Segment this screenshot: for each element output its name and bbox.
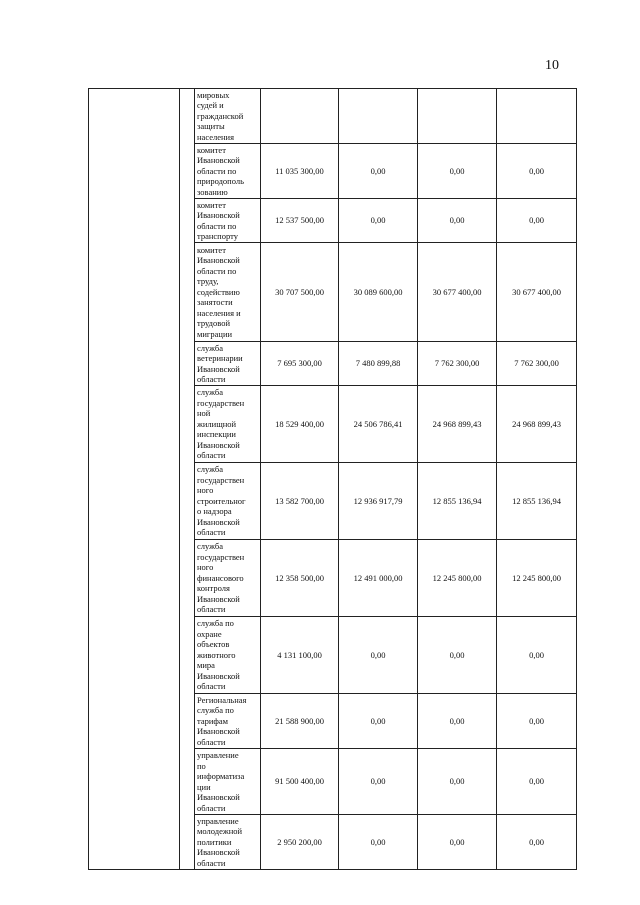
amount-cell: 30 707 500,00: [261, 243, 339, 342]
amount-cell: 0,00: [497, 694, 577, 749]
amount-cell: 0,00: [418, 815, 497, 870]
amount-cell: 12 245 800,00: [497, 540, 577, 617]
amount-cell: 0,00: [339, 144, 418, 199]
amount-cell: 24 968 899,43: [418, 386, 497, 463]
amount-cell: 0,00: [339, 694, 418, 749]
amount-cell: 21 588 900,00: [261, 694, 339, 749]
budget-table: [88, 88, 577, 870]
amount-cell: [261, 89, 339, 144]
amount-cell: 0,00: [418, 694, 497, 749]
amount-cell: [497, 89, 577, 144]
agency-name-cell: служба по охране объектов животного мира Ивановской области: [195, 617, 261, 694]
amount-cell: 12 245 800,00: [418, 540, 497, 617]
amount-cell: 2 950 200,00: [261, 815, 339, 870]
amount-cell: 12 936 917,79: [339, 463, 418, 540]
agency-name-cell: служба государствен ной жилищной инспекции Ивановской области: [195, 386, 261, 463]
amount-cell: 7 762 300,00: [497, 342, 577, 386]
amount-cell: 0,00: [339, 815, 418, 870]
amount-cell: 0,00: [497, 815, 577, 870]
page-number: 10: [545, 58, 559, 73]
amount-cell: 0,00: [418, 749, 497, 815]
amount-cell: 12 491 000,00: [339, 540, 418, 617]
amount-cell: 12 855 136,94: [497, 463, 577, 540]
amount-cell: 0,00: [339, 199, 418, 243]
agency-name-cell: Региональная служба по тарифам Ивановской области: [195, 694, 261, 749]
amount-cell: 91 500 400,00: [261, 749, 339, 815]
amount-cell: 0,00: [418, 199, 497, 243]
amount-cell: 24 506 786,41: [339, 386, 418, 463]
amount-cell: 7 695 300,00: [261, 342, 339, 386]
agency-name-cell: служба государствен ного строительног о надзора Ивановской области: [195, 463, 261, 540]
amount-cell: 18 529 400,00: [261, 386, 339, 463]
amount-cell: 0,00: [418, 144, 497, 199]
amount-cell: 0,00: [497, 617, 577, 694]
amount-cell: 0,00: [339, 617, 418, 694]
amount-cell: 24 968 899,43: [497, 386, 577, 463]
amount-cell: 0,00: [339, 749, 418, 815]
amount-cell: 30 089 600,00: [339, 243, 418, 342]
agency-name-cell: комитет Ивановской области по природополь зованию: [195, 144, 261, 199]
agency-name-cell: мировых судей и гражданской защиты населения: [195, 89, 261, 144]
amount-cell: 12 358 500,00: [261, 540, 339, 617]
amount-cell: 30 677 400,00: [418, 243, 497, 342]
amount-cell: 12 537 500,00: [261, 199, 339, 243]
amount-cell: 7 480 899,88: [339, 342, 418, 386]
amount-cell: 7 762 300,00: [418, 342, 497, 386]
amount-cell: 0,00: [497, 144, 577, 199]
amount-cell: 4 131 100,00: [261, 617, 339, 694]
amount-cell: 12 855 136,94: [418, 463, 497, 540]
empty-column-cell: [89, 89, 180, 870]
amount-cell: 30 677 400,00: [497, 243, 577, 342]
agency-name-cell: служба государствен ного финансового контроля Ивановской области: [195, 540, 261, 617]
amount-cell: 13 582 700,00: [261, 463, 339, 540]
agency-name-cell: служба ветеринарии Ивановской области: [195, 342, 261, 386]
amount-cell: 11 035 300,00: [261, 144, 339, 199]
empty-column-cell: [180, 89, 195, 870]
amount-cell: 0,00: [497, 749, 577, 815]
amount-cell: [418, 89, 497, 144]
amount-cell: 0,00: [418, 617, 497, 694]
amount-cell: 0,00: [497, 199, 577, 243]
agency-name-cell: комитет Ивановской области по труду, содействию занятости населения и трудовой миграции: [195, 243, 261, 342]
agency-name-cell: управление молодежной политики Ивановской области: [195, 815, 261, 870]
agency-name-cell: управление по информатиза ции Ивановской области: [195, 749, 261, 815]
table-row: [89, 89, 577, 144]
agency-name-cell: комитет Ивановской области по транспорту: [195, 199, 261, 243]
amount-cell: [339, 89, 418, 144]
